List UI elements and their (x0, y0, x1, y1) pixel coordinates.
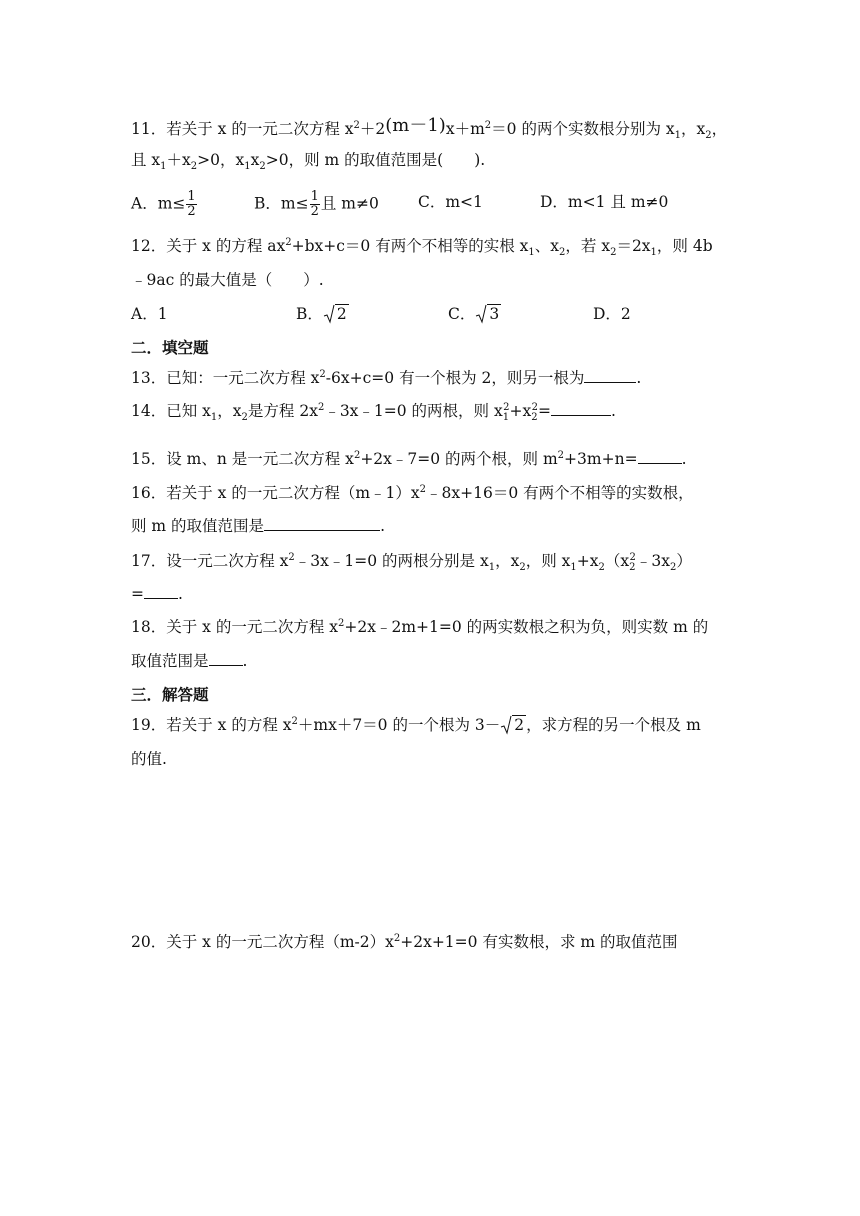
q11-l2e: >0，则 m 的取值范围是( ). (265, 151, 486, 169)
q20-line (131, 932, 678, 952)
q12-option-a-text: A．1 (131, 305, 168, 323)
q16-line1 (131, 483, 694, 503)
answer-blank[interactable] (584, 368, 636, 383)
sub: 1 (674, 130, 681, 142)
q17-l2: = (131, 585, 144, 603)
answer-blank[interactable] (551, 401, 611, 416)
q12-option-c (448, 304, 501, 324)
q13-a: 13．已知：一元二次方程 x (131, 369, 320, 387)
sqrt-symbol (323, 304, 349, 324)
q13-c: . (636, 369, 642, 387)
q14-line (131, 401, 616, 424)
fraction (186, 190, 196, 219)
answer-blank[interactable] (264, 516, 380, 531)
q11-option-b-text: B．m≤ (254, 194, 309, 213)
q17-h: ） (676, 552, 692, 570)
answer-blank[interactable] (209, 651, 243, 666)
q11-line1 (131, 115, 728, 142)
sub: 1 (570, 562, 577, 574)
q11-text-b: ．若关于 x 的一元二次方程 x (150, 120, 354, 138)
radical-icon (323, 304, 335, 324)
q11-text-f: ，x (681, 120, 706, 138)
q17-c: ，x (495, 552, 520, 570)
q11-option-d (540, 192, 668, 212)
sub: 2 (669, 562, 677, 574)
sub: 1 (488, 562, 496, 574)
radical-icon (475, 304, 487, 324)
sup: 2 (503, 401, 510, 413)
q11-text-c: ＋2 (359, 120, 386, 138)
answer-blank[interactable] (144, 584, 178, 599)
sub: 2 (519, 562, 526, 574)
q16-l2: 则 m 的取值范围是 (131, 517, 265, 535)
q17-f: （x (604, 552, 630, 570)
q17-e: +x (576, 552, 599, 570)
q19-l2: 的值. (131, 750, 167, 768)
q12-l1b: +bx+c＝0 有两个不相等的实根 x (291, 237, 529, 255)
q11-l2a: 且 x (131, 151, 161, 169)
sup: 2 (353, 119, 360, 131)
sup: 2 (484, 119, 492, 131)
q18-a: 18．关于 x 的一元二次方程 x (131, 618, 338, 636)
sub: 2 (259, 161, 266, 173)
section-heading-fill-in: 二．填空题 (131, 339, 209, 357)
q15-b: +2x﹣7=0 的两个根，则 m (360, 450, 558, 468)
sub: 1 (210, 412, 218, 424)
q13-b: -6x+c=0 有一个根为 2，则另一根为 (325, 369, 585, 387)
q12-option-a (131, 304, 168, 324)
q16-line2 (131, 516, 385, 536)
q12-line2 (131, 270, 324, 290)
radical-icon (500, 715, 512, 735)
q17-line1 (131, 551, 692, 574)
q11-option-c-text: C．m<1 (418, 193, 483, 211)
sub: 2 (531, 412, 538, 424)
q12-l1a: 12．关于 x 的方程 ax (131, 237, 286, 255)
q17-line2 (131, 584, 183, 604)
section-heading-solve: 三．解答题 (131, 686, 209, 704)
q19-line1 (131, 715, 701, 735)
sup: 2 (393, 932, 401, 944)
q11-text-g: ， (711, 120, 728, 138)
q19-a: 19．若关于 x 的方程 x (131, 716, 292, 734)
q14-c: 是方程 2x (247, 402, 318, 420)
q19-b: ＋mx＋7＝0 的一个根为 3－ (297, 716, 501, 734)
q12-option-b-text: B． (296, 305, 323, 323)
sqrt-symbol (500, 715, 526, 735)
sqrt-symbol (475, 304, 501, 324)
q17-a: 17．设一元二次方程 x (131, 552, 289, 570)
sub: 2 (241, 412, 248, 424)
radicand: 2 (514, 716, 525, 734)
sub: 1 (528, 247, 535, 259)
q11-text-e: ＝0 的两个实数根分别为 x (491, 120, 675, 138)
q20-b: +2x+1=0 有实数根，求 m 的取值范围 (400, 933, 678, 951)
q13-line (131, 368, 641, 388)
q16-b: ﹣8x+16＝0 有两个不相等的实数根， (426, 484, 694, 502)
q12-option-d-text: D．2 (593, 305, 631, 323)
sub: 2 (190, 161, 198, 173)
q17-g: ﹣3x (635, 552, 670, 570)
q14-e: +x (509, 402, 532, 420)
sub: 1 (160, 161, 167, 173)
sub: 1 (244, 161, 251, 173)
q11-l2b: ＋x (166, 151, 191, 169)
sub: 2 (598, 562, 605, 574)
sub: 2 (559, 247, 566, 259)
q18-l2: 取值范围是 (131, 652, 209, 670)
frac-den: 2 (187, 204, 196, 219)
q15-a: 15．设 m、n 是一元二次方程 x (131, 450, 354, 468)
q11-option-d-text: D．m<1 且 m≠0 (540, 193, 669, 211)
q14-f: = (537, 402, 551, 420)
q15-d: . (681, 450, 687, 468)
q11-l2d: x (250, 151, 260, 169)
sup: 2 (288, 551, 295, 563)
sup: 2 (531, 401, 538, 413)
q11-option-a (131, 190, 198, 219)
q16-a: 16．若关于 x 的一元二次方程（m﹣1）x (131, 484, 420, 502)
q15-c: +3m+n= (564, 450, 638, 468)
q11-option-c (418, 192, 483, 212)
q11-option-a-text: A．m≤ (131, 194, 186, 213)
radicand: 2 (336, 305, 347, 323)
sub: 2 (705, 130, 712, 142)
sup: 2 (629, 551, 636, 563)
sup: 2 (338, 617, 345, 629)
q18-line1 (131, 617, 708, 637)
q12-l2: ﹣9ac 的最大值是（ ）. (131, 271, 324, 289)
q12-line1 (131, 236, 713, 259)
frac-den: 2 (310, 204, 319, 219)
q12-option-c-text: C． (448, 305, 476, 323)
q11-text-d: x＋m (445, 120, 485, 138)
sup: 2 (353, 449, 361, 461)
q11-l2c: >0，x (197, 151, 245, 169)
q16-l2end: . (380, 517, 385, 535)
q11-paren-term: (m－1) (385, 115, 446, 136)
q11-option-b (254, 190, 379, 219)
q12-l1c: 、x (534, 237, 560, 255)
q17-b: ﹣3x﹣1=0 的两根分别是 x (294, 552, 489, 570)
q11-option-b-post: 且 m≠0 (320, 194, 379, 213)
fraction (310, 190, 320, 219)
q14-b: ，x (217, 402, 242, 420)
sup: 2 (285, 236, 292, 248)
q19-line2 (131, 749, 167, 769)
q14-d: ﹣3x﹣1=0 的两根，则 x (324, 402, 503, 420)
sup: 2 (319, 368, 326, 380)
sub: 1 (502, 412, 510, 424)
sub: 2 (629, 562, 636, 574)
sup: 2 (419, 483, 426, 495)
answer-blank[interactable] (638, 449, 682, 464)
q12-l1d: ，若 x (565, 237, 611, 255)
q18-line2 (131, 651, 247, 671)
q20-a: 20．关于 x 的一元二次方程（m-2）x (131, 933, 394, 951)
sup: 2 (557, 449, 565, 461)
frac-num: 1 (187, 189, 196, 204)
q17-d: ，则 x (525, 552, 571, 570)
q11-text-a: 11 (131, 120, 151, 138)
sup: 2 (291, 715, 298, 727)
q19-c: ，求方程的另一个根及 m (526, 716, 701, 734)
q11-line2 (131, 150, 486, 173)
radicand: 3 (489, 305, 500, 323)
frac-num: 1 (310, 189, 319, 204)
q12-l1e: ＝2x (616, 237, 651, 255)
q12-l1f: ，则 4b (656, 237, 713, 255)
q18-l2end: . (242, 652, 248, 670)
q12-option-b (296, 304, 349, 324)
sub: 1 (650, 247, 657, 259)
q12-option-d (593, 304, 631, 324)
sub: 2 (610, 247, 617, 259)
q14-g: . (610, 402, 616, 420)
q17-l2end: . (178, 585, 183, 603)
q14-a: 14．已知 x (131, 402, 211, 420)
q15-line (131, 449, 687, 469)
q18-b: +2x﹣2m+1=0 的两实数根之积为负，则实数 m 的 (344, 618, 709, 636)
sup: 2 (317, 401, 325, 413)
